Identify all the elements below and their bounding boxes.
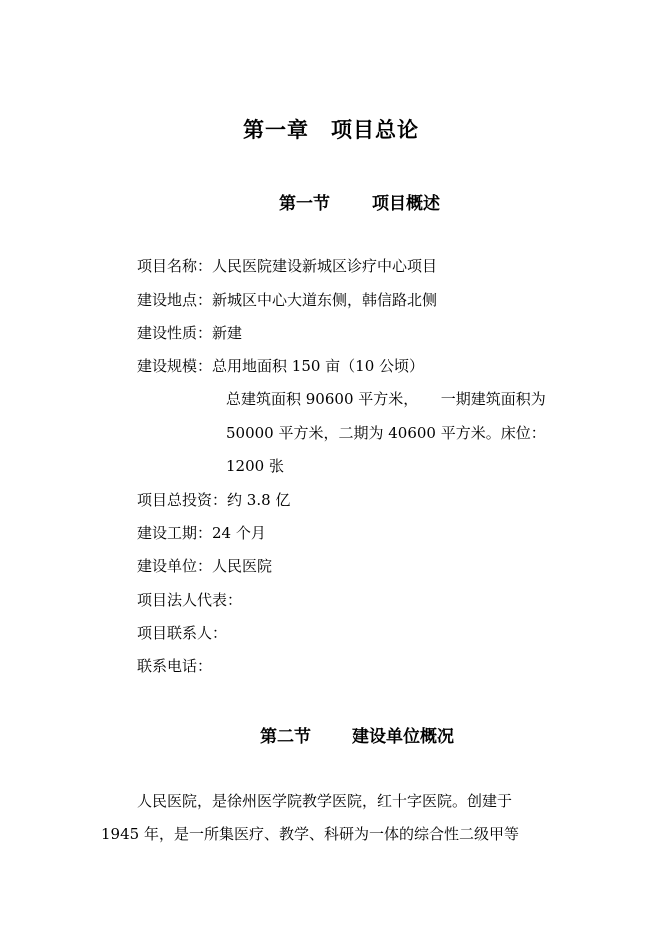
location-row (137, 290, 437, 310)
chapter-title: 第一章 项目总论 (243, 118, 419, 142)
section-2-title: 建设单位概况 (352, 727, 454, 747)
project-name-row (137, 256, 437, 276)
intro-line-2: 1945 年，是一所集医疗、教学、科研为一体的综合性二级甲等 (101, 825, 519, 843)
legal-rep-row (137, 590, 242, 610)
scale-line-2: 总建筑面积 90600 平方米， 一期建筑面积为 (226, 390, 546, 408)
project-name-value: 人民医院建设新城区诊疗中心项目 (212, 257, 438, 275)
intro-line-1: 人民医院，是徐州医学院教学医院，红十字医院。创建于 (137, 792, 513, 810)
contact-label: 项目联系人： (137, 624, 228, 642)
period-label: 建设工期： (137, 524, 213, 542)
investment-label: 项目总投资： (137, 491, 228, 509)
scale-label: 建设规模： (137, 357, 213, 375)
period-row (137, 523, 266, 543)
nature-value: 新建 (212, 324, 243, 342)
scale-line-4: 1200 张 (226, 457, 284, 475)
unit-row (137, 556, 272, 576)
section-1-title: 项目概述 (372, 194, 440, 214)
legal-rep-label: 项目法人代表： (137, 591, 243, 609)
phone-label: 联系电话： (137, 657, 213, 675)
investment-value: 约 3.8 亿 (227, 491, 291, 509)
phone-row (137, 656, 212, 676)
location-label: 建设地点： (137, 291, 213, 309)
section-1-number: 第一节 (279, 194, 330, 214)
unit-label: 建设单位： (137, 557, 213, 575)
scale-line-3: 50000 平方米，二期为 40600 平方米。床位： (226, 424, 546, 442)
investment-row (137, 490, 290, 510)
period-value: 24 个月 (212, 524, 266, 542)
project-name-label: 项目名称： (137, 257, 213, 275)
location-value: 新城区中心大道东侧，韩信路北侧 (212, 291, 438, 309)
nature-label: 建设性质： (137, 324, 213, 342)
section-2-number: 第二节 (260, 727, 311, 747)
nature-row (137, 323, 242, 343)
unit-value: 人民医院 (212, 557, 273, 575)
contact-row (137, 623, 227, 643)
scale-row (137, 356, 424, 376)
scale-value: 总用地面积 150 亩（10 公顷） (212, 357, 425, 375)
